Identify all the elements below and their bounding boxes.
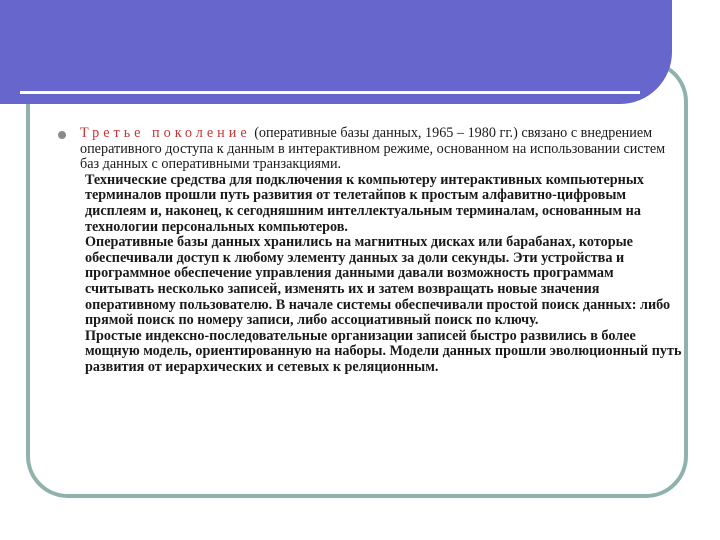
paragraph-1-text: (оперативные базы данных, 1965 – 1980 гг.) связано с внедрением оперативного доступа к данным в интерактивном режиме, основанном на использовании систем баз данных с оперативными транзакциями. bbox=[80, 125, 666, 173]
header-band bbox=[0, 0, 672, 104]
term-heading: Третье поколение bbox=[80, 125, 251, 141]
slide-text bbox=[80, 126, 684, 376]
paragraph-4: Простые индексно-последовательные организации записей быстро развились в более мощную модель, ориентированную на наборы. Модели данных прошли эволюционный путь развития от иерархических и сетевых к реляционным. bbox=[85, 327, 682, 375]
paragraph-3: Оперативные базы данных хранились на магнитных дисках или барабанах, которые обеспечивали доступ к любому элементу данных за доли секунды. Эти устройства и программное обеспечение управления данными давали возможность программам считывать несколько записей, изменять их и затем возвращать новые значения оперативному пользователю. В начале системы обеспечивали простой поиск данных: либо прямой поиск по номеру записи, либо ассоциативный поиск по ключу. bbox=[85, 234, 671, 329]
paragraph-2: Технические средства для подключения к компьютеру интерактивных компьютерных терминалов прошли путь развития от телетайпов к простым алфавитно-цифровым дисплеям и, наконец, к сегодняшним интеллектуальным терминалам, основанным на технологии персональных компьютеров. bbox=[85, 171, 644, 235]
header-rule bbox=[20, 91, 640, 94]
bullet-icon bbox=[58, 131, 66, 139]
paragraph-1 bbox=[80, 126, 684, 173]
